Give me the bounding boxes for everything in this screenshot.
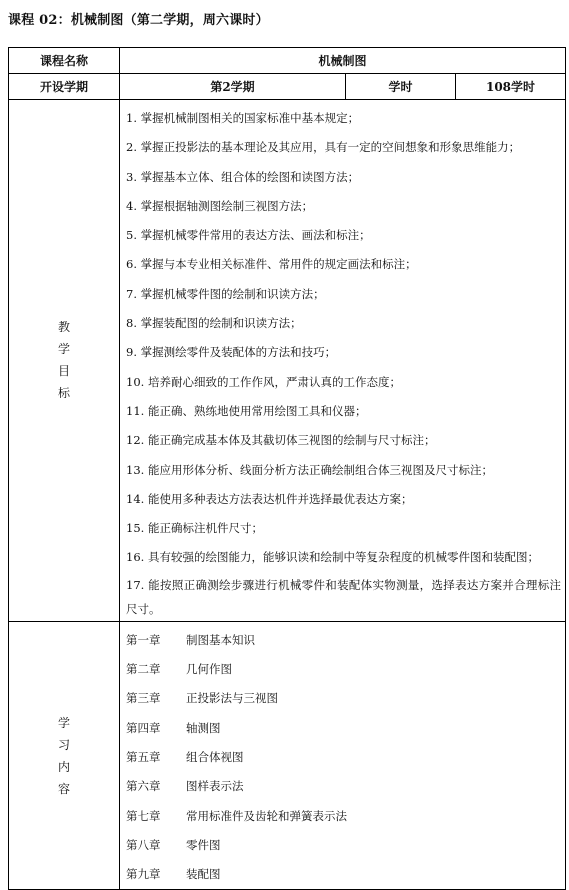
goal-item: 13. 能应用形体分析、线面分析方法正确绘制组合体三视图及尺寸标注； — [126, 462, 493, 477]
chapter-title: 零件图 — [186, 837, 221, 852]
chapter-title: 正投影法与三视图 — [186, 691, 278, 706]
chapter-number: 第五章 — [126, 749, 161, 764]
chapter-title: 图样表示法 — [186, 779, 244, 794]
semester-row — [9, 74, 566, 100]
semester-value: 第2学期 — [120, 74, 346, 100]
chapter-item — [126, 831, 561, 860]
goals-row — [9, 100, 566, 622]
chapter-title: 制图基本知识 — [186, 632, 255, 647]
chapter-item — [126, 772, 561, 801]
content-label-char: 内 — [57, 759, 70, 774]
goal-item: 4. 掌握根据轴测图绘制三视图方法； — [126, 198, 314, 213]
goals-label-char: 目 — [57, 364, 70, 379]
chapter-item — [126, 655, 561, 684]
chapter-item — [126, 860, 561, 889]
chapter-title: 组合体视图 — [186, 749, 244, 764]
hours-value: 108学时 — [456, 74, 566, 100]
chapter-number: 第七章 — [126, 808, 161, 823]
chapter-item — [126, 802, 561, 831]
chapter-item — [126, 626, 561, 655]
goal-item: 16. 具有较强的绘图能力，能够识读和绘制中等复杂程度的机械零件图和装配图； — [126, 550, 539, 565]
chapter-number: 第六章 — [126, 779, 161, 794]
goal-item: 10. 培养耐心细致的工作作风，严肃认真的工作态度； — [126, 374, 401, 389]
chapter-item — [126, 714, 561, 743]
goals-label-char: 学 — [57, 342, 70, 357]
goals-label-char: 教 — [57, 320, 70, 335]
chapter-number: 第一章 — [126, 632, 161, 647]
chapter-title: 几何作图 — [186, 662, 232, 677]
goal-item: 8. 掌握装配图的绘制和识读方法； — [126, 316, 302, 331]
course-heading: 课程 02：机械制图（第二学期，周六课时） — [8, 13, 269, 28]
chapter-number: 第九章 — [126, 867, 161, 882]
goal-item: 5. 掌握机械零件常用的表达方法、画法和标注； — [126, 228, 371, 243]
goal-item: 7. 掌握机械零件图的绘制和识读方法； — [126, 286, 325, 301]
goal-item: 6. 掌握与本专业相关标准件、常用件的规定画法和标注； — [126, 257, 417, 272]
goal-item: 14. 能使用多种表达方法表达机件并选择最优表达方案； — [126, 491, 413, 506]
chapter-number: 第八章 — [126, 837, 161, 852]
chapter-number: 第二章 — [126, 662, 161, 677]
course-name-label: 课程名称 — [9, 48, 120, 74]
chapter-item — [126, 743, 561, 772]
course-table — [8, 47, 566, 890]
goal-item: 9. 掌握测绘零件及装配体的方法和技巧； — [126, 345, 337, 360]
content-label-char: 容 — [57, 781, 70, 796]
chapter-list — [120, 621, 566, 890]
goals-label-char: 标 — [57, 386, 70, 401]
goals-list — [120, 100, 566, 622]
goal-item: 17. 能按照正确测绘步骤进行机械零件和装配体实物测量，选择表达方案并合理标注尺寸。 — [126, 577, 562, 616]
content-row — [9, 621, 566, 890]
chapter-title: 常用标准件及齿轮和弹簧表示法 — [186, 808, 347, 823]
chapter-number: 第四章 — [126, 720, 161, 735]
content-label-char: 习 — [57, 737, 70, 752]
goal-item: 1. 掌握机械制图相关的国家标准中基本规定； — [126, 111, 360, 125]
goal-item: 11. 能正确、熟练地使用常用绘图工具和仪器； — [126, 403, 367, 418]
hours-label: 学时 — [346, 74, 456, 100]
chapter-number: 第三章 — [126, 691, 161, 706]
goals-label — [9, 100, 120, 622]
content-label — [9, 621, 120, 890]
goal-item: 12. 能正确完成基本体及其截切体三视图的绘制与尺寸标注； — [126, 433, 436, 448]
course-name-row — [9, 48, 566, 74]
chapter-title: 装配图 — [186, 867, 221, 882]
content-label-char: 学 — [57, 715, 70, 730]
chapter-item — [126, 684, 561, 713]
course-name-value: 机械制图 — [120, 48, 566, 74]
goal-item: 15. 能正确标注机件尺寸； — [126, 521, 263, 536]
goal-item: 3. 掌握基本立体、组合体的绘图和读图方法； — [126, 169, 360, 184]
chapter-title: 轴测图 — [186, 720, 221, 735]
goal-item: 2. 掌握正投影法的基本理论及其应用，具有一定的空间想象和形象思维能力； — [126, 140, 521, 155]
semester-label: 开设学期 — [9, 74, 120, 100]
